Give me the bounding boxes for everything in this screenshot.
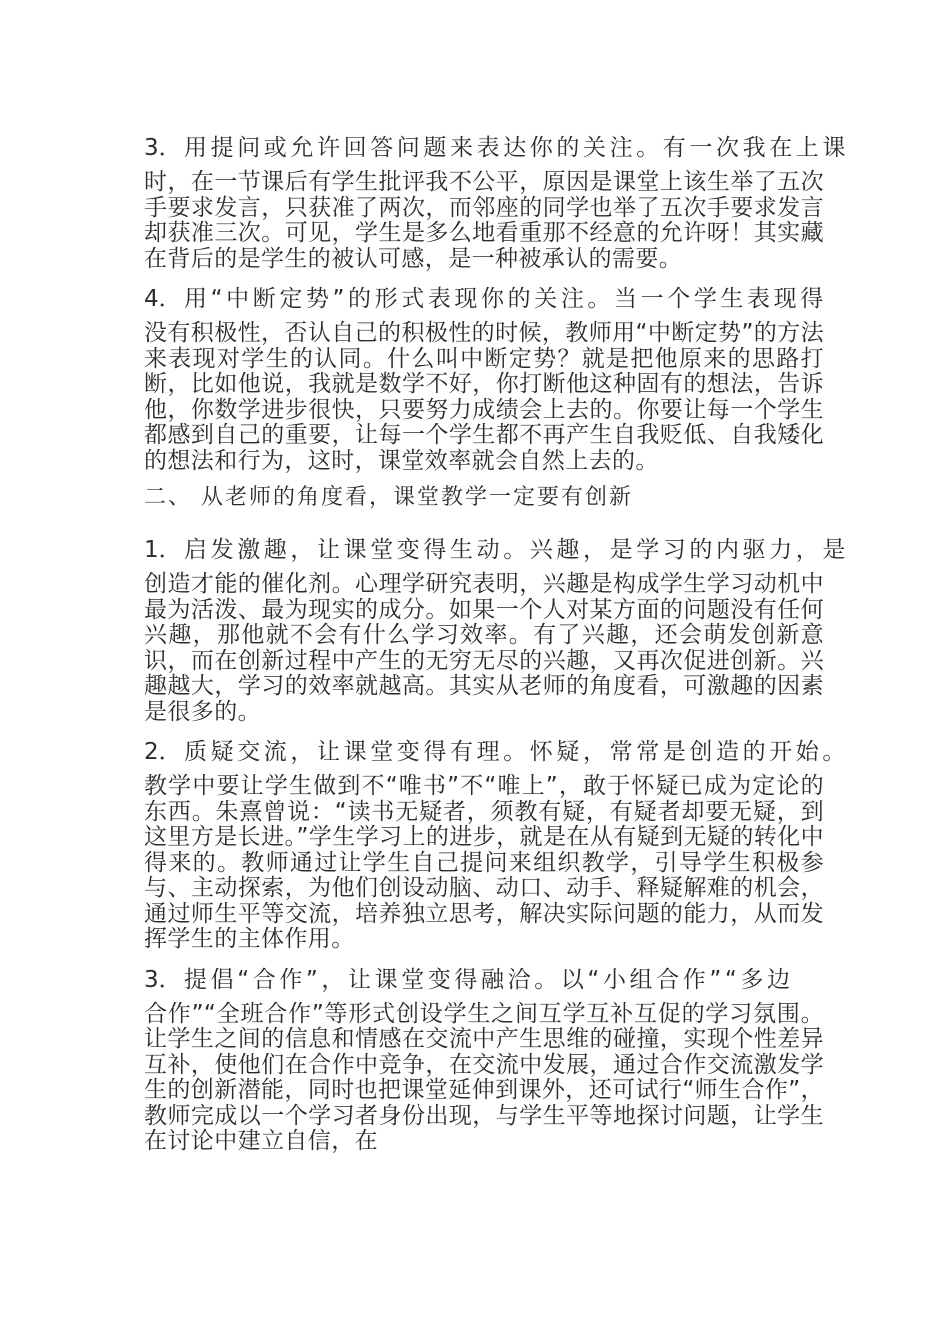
- document-body: [144, 133, 849, 1155]
- paragraph-3-lead-text: 用提问或允许回答问题来表达你的关注。有一次我在上课: [184, 135, 849, 161]
- section-paragraph-1-body: 创造才能的催化剂。心理学研究表明，兴趣是构成学生学习动机中最为活泼、最为现实的成分。如果一个人对某方面的问题没有任何兴趣，那他就不会有什么学习效率。有了兴趣，还会萌发创新意识，而在创新过程中产生的无穷无尽的兴趣，又再次促进创新。兴趣越大，学习的效率就越高。其实从老师的角度看，可激趣的因素是很多的。: [144, 571, 824, 725]
- section-paragraph-3-number: 3．: [144, 966, 182, 993]
- section-paragraph-3-lead-text: 提倡“合作”，让课堂变得融洽。以“小组合作”“多边: [184, 966, 794, 993]
- paragraph-3-body: 时，在一节课后有学生批评我不公平，原因是课堂上该生举了五次手要求发言，只获准了两次，而邻座的同学也举了五次手要求发言却获准三次。可见，学生是多么地看重那不经意的允许呀！其实藏在背后的是学生的被认可感，是一种被承认的需要。: [144, 169, 824, 272]
- paragraph-4-lead: [144, 284, 827, 314]
- section-heading: 二、 从老师的角度看，课堂教学一定要有创新: [144, 485, 633, 510]
- section-paragraph-1-lead-text: 启发激趣，让课堂变得生动。兴趣，是学习的内驱力，是: [184, 537, 849, 563]
- section-paragraph-2-body: 教学中要让学生做到不“唯书”不“唯上”，敢于怀疑已成为定论的东西。朱熹曾说：“读书无疑者，须教有疑，有疑者却要无疑，到这里方是长进。”学生学习上的进步，就是在从有疑到无疑的转化中得来的。教师通过让学生自己提问来组织教学，引导学生积极参与、主动探索，为他们创设动脑、动口、动手、释疑解难的机会，通过师生平等交流，培养独立思考，解决实际问题的能力，从而发挥学生的主体作用。: [144, 773, 824, 952]
- section-paragraph-3-body: 合作”“全班合作”等形式创设学生之间互学互补互促的学习氛围。让学生之间的信息和情感在交流中产生思维的碰撞，实现个性差异互补，使他们在合作中竞争，在交流中发展，通过合作交流激发学生的创新潜能，同时也把课堂延伸到课外，还可试行“师生合作”，教师完成以一个学习者身份出现，与学生平等地探讨问题，让学生在讨论中建立自信，在: [144, 1000, 824, 1154]
- paragraph-4-body: 没有积极性，否认自己的积极性的时候，教师用“中断定势”的方法来表现对学生的认同。什么叫中断定势？就是把他原来的思路打断，比如他说，我就是数学不好，你打断他这种固有的想法，告诉他，你数学进步很快，只要努力成绩会上去的。你要让每一个学生都感到自己的重要，让每一个学生都不再产生自我贬低、自我矮化的想法和行为，这时，课堂效率就会自然上去的。: [144, 320, 824, 474]
- section-paragraph-1-lead: [144, 535, 849, 565]
- section-paragraph-2-number: 2．: [144, 739, 182, 765]
- section-paragraph-3-lead: [144, 965, 824, 995]
- paragraph-4-number: 4．: [144, 286, 182, 312]
- paragraph-3-number: 3．: [144, 135, 182, 161]
- section-paragraph-1-number: 1．: [144, 537, 182, 563]
- paragraph-4-lead-text: 用“中断定势”的形式表现你的关注。当一个学生表现得: [184, 286, 827, 312]
- section-paragraph-2-lead: [144, 737, 849, 767]
- paragraph-3-lead: [144, 133, 849, 163]
- section-paragraph-2-lead-text: 质疑交流，让课堂变得有理。怀疑，常常是创造的开始。: [184, 739, 849, 765]
